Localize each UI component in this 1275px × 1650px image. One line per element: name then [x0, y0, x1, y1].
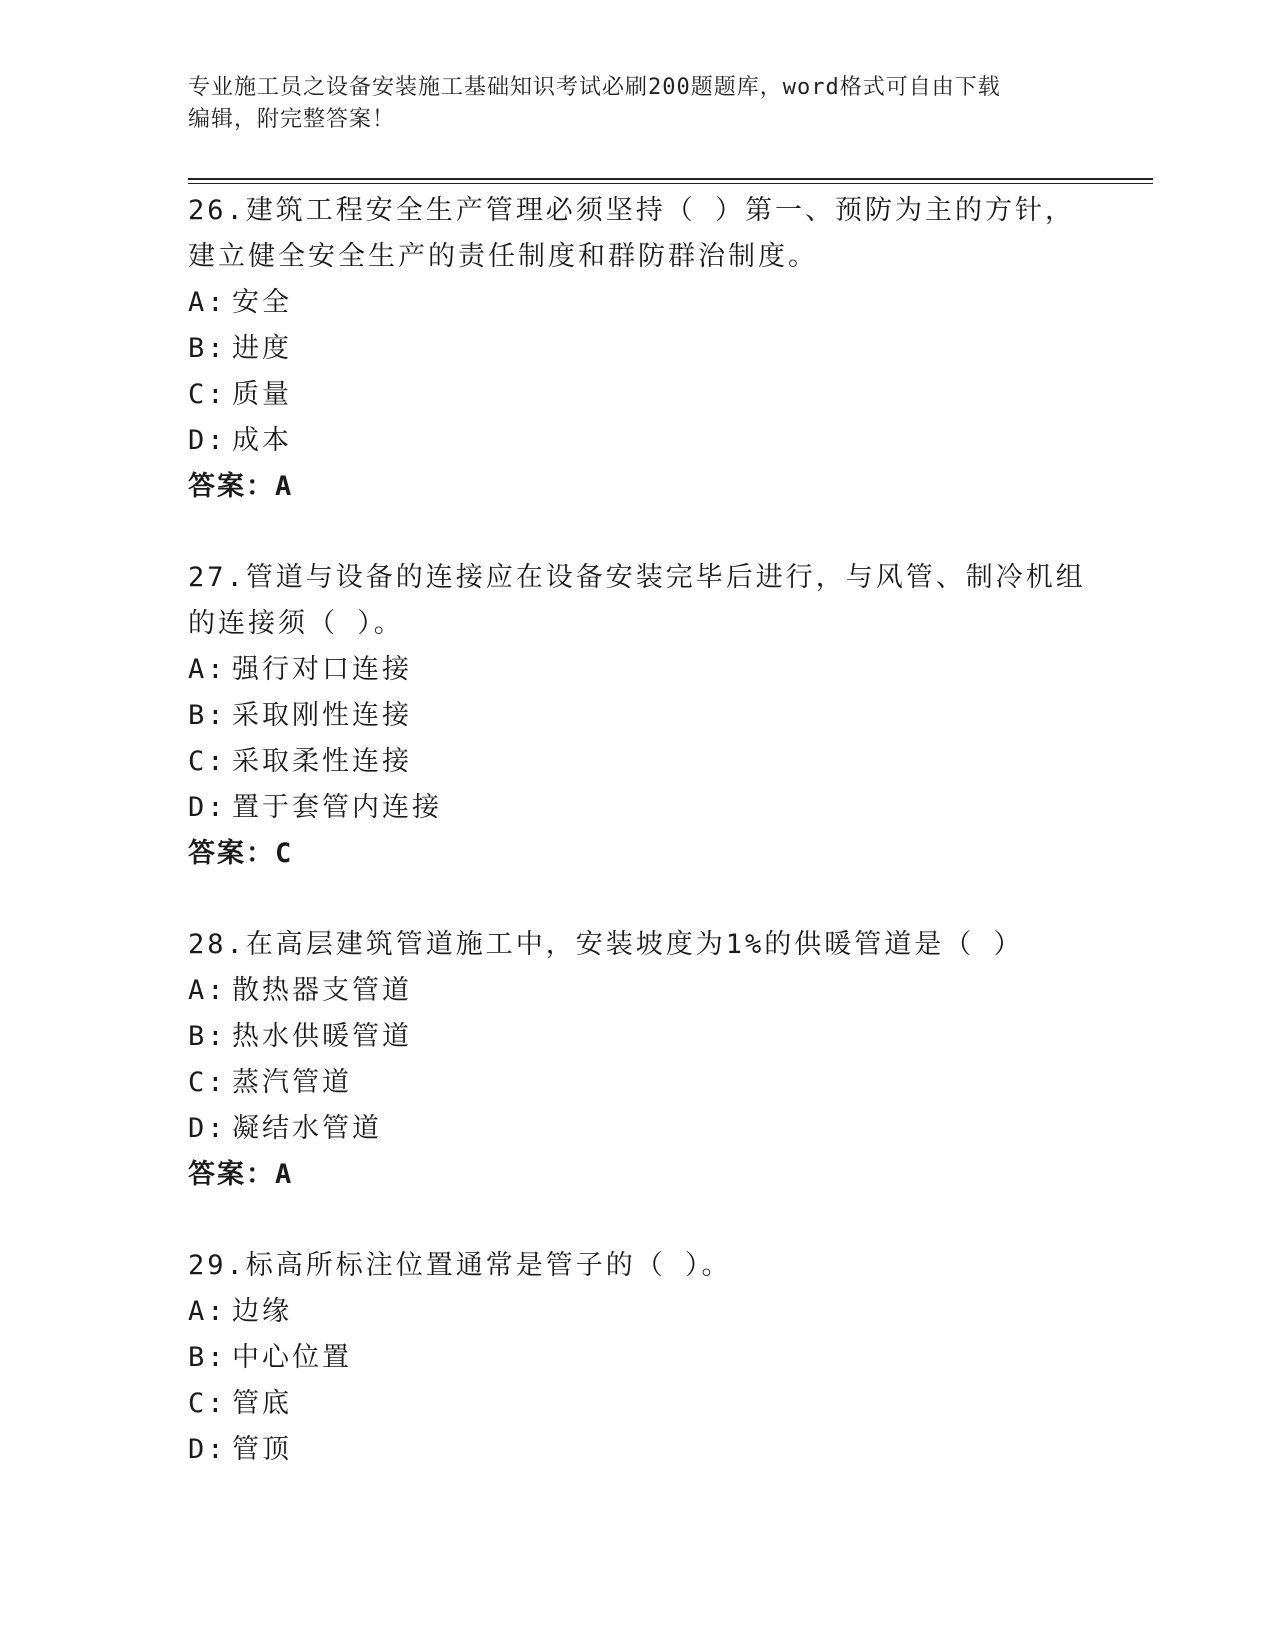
header-divider-thin	[188, 183, 1153, 184]
option-letter: B:	[188, 1342, 227, 1373]
header-title-line-1: 专业施工员之设备安装施工基础知识考试必刷200题题库，word格式可自由下载	[188, 75, 1001, 100]
question-text: 28.在高层建筑管道施工中，安装坡度为1%的供暖管道是（ ）	[188, 929, 1024, 960]
question-item	[188, 1243, 1088, 1473]
question-item	[188, 188, 1088, 510]
option-a	[188, 280, 1088, 326]
option-a	[188, 968, 1088, 1014]
option-text: 热水供暖管道	[232, 1021, 412, 1052]
option-text: 质量	[232, 379, 292, 410]
option-letter: C:	[188, 1388, 227, 1419]
option-b	[188, 1014, 1088, 1060]
option-text: 管顶	[232, 1434, 292, 1465]
option-letter: D:	[188, 1434, 227, 1465]
option-c	[188, 1381, 1088, 1427]
option-letter: A:	[188, 975, 227, 1006]
option-text: 采取刚性连接	[232, 700, 412, 731]
option-b	[188, 326, 1088, 372]
answer-line: 答案：A	[188, 471, 294, 502]
option-letter: A:	[188, 1296, 227, 1327]
answer-line: 答案：A	[188, 1159, 294, 1190]
option-text: 中心位置	[232, 1342, 352, 1373]
option-c	[188, 372, 1088, 418]
option-c	[188, 739, 1088, 785]
option-text: 置于套管内连接	[232, 792, 442, 823]
option-letter: A:	[188, 654, 227, 685]
option-d	[188, 418, 1088, 464]
option-text: 进度	[232, 333, 292, 364]
option-b	[188, 693, 1088, 739]
question-item	[188, 555, 1088, 877]
option-letter: D:	[188, 1113, 227, 1144]
document-header	[188, 72, 1068, 136]
question-list	[188, 188, 1088, 1518]
answer-line: 答案：C	[188, 838, 294, 869]
option-text: 采取柔性连接	[232, 746, 412, 777]
option-text: 蒸汽管道	[232, 1067, 352, 1098]
option-a	[188, 1289, 1088, 1335]
question-item	[188, 922, 1088, 1198]
question-text: 27.管道与设备的连接应在设备安装完毕后进行，与风管、制冷机组的连接须（ ）。	[188, 562, 1086, 639]
option-a	[188, 647, 1088, 693]
option-text: 安全	[232, 287, 292, 318]
option-letter: B:	[188, 1021, 227, 1052]
option-letter: D:	[188, 425, 227, 456]
header-title-line-2: 编辑，附完整答案！	[188, 107, 396, 132]
option-letter: A:	[188, 287, 227, 318]
option-c	[188, 1060, 1088, 1106]
option-d	[188, 1427, 1088, 1473]
option-letter: B:	[188, 333, 227, 364]
question-text: 26.建筑工程安全生产管理必须坚持（ ）第一、预防为主的方针，建立健全安全生产的责任制度和群防群治制度。	[188, 195, 1076, 272]
option-letter: C:	[188, 1067, 227, 1098]
option-letter: C:	[188, 379, 227, 410]
option-text: 凝结水管道	[232, 1113, 382, 1144]
option-letter: C:	[188, 746, 227, 777]
option-d	[188, 1106, 1088, 1152]
option-letter: B:	[188, 700, 227, 731]
option-text: 成本	[232, 425, 292, 456]
question-text: 29.标高所标注位置通常是管子的（ ）。	[188, 1250, 732, 1281]
header-divider-thick	[188, 178, 1153, 180]
option-text: 边缘	[232, 1296, 292, 1327]
option-letter: D:	[188, 792, 227, 823]
option-text: 管底	[232, 1388, 292, 1419]
option-b	[188, 1335, 1088, 1381]
option-text: 强行对口连接	[232, 654, 412, 685]
option-text: 散热器支管道	[232, 975, 412, 1006]
option-d	[188, 785, 1088, 831]
